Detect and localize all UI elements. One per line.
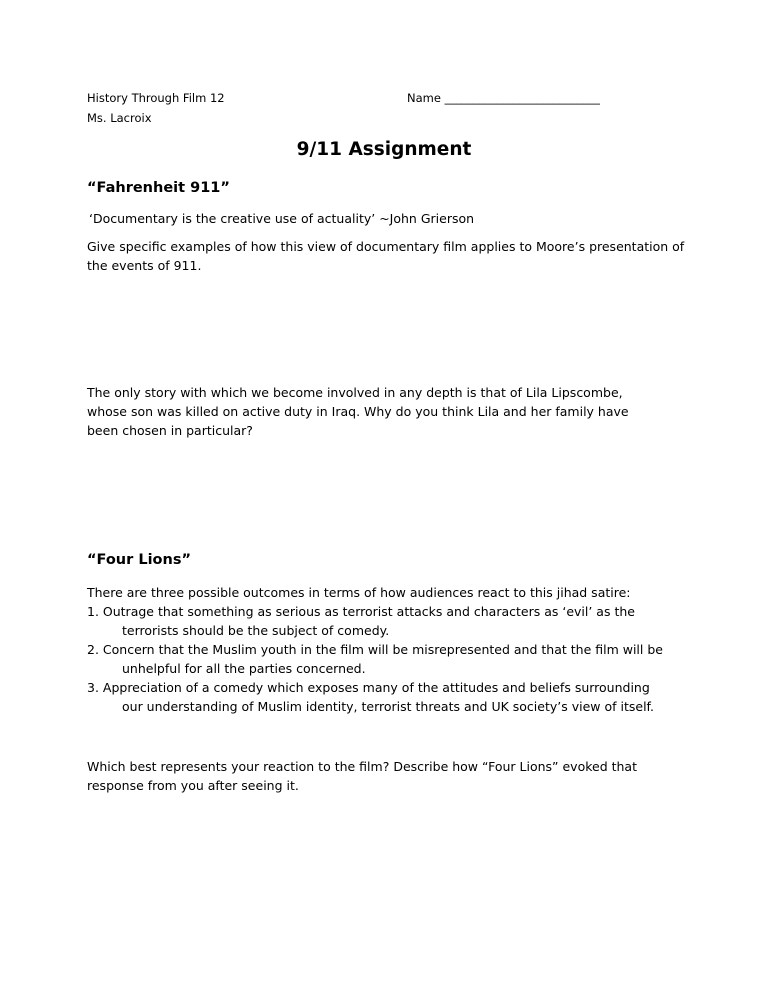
outcome-item — [87, 602, 687, 640]
question-1-line-1: Give specific examples of how this view of documentary film applies to Moore’s presentation of — [87, 239, 685, 254]
section-heading-fahrenheit: “Fahrenheit 911” — [87, 180, 230, 196]
outcomes-intro: There are three possible outcomes in terms of how audiences react to this jihad satire: — [87, 585, 631, 600]
question-3-line-1: Which best represents your reaction to the film? Describe how “Four Lions” evoked that — [87, 759, 637, 774]
outcome-line-2: terrorists should be the subject of comedy. — [122, 623, 390, 638]
outcomes-block — [87, 583, 687, 716]
outcomes-list — [87, 602, 687, 716]
outcome-line-1: 3. Appreciation of a comedy which exposes many of the attitudes and beliefs surrounding — [87, 680, 650, 695]
question-1-line-2: the events of 911. — [87, 258, 202, 273]
outcome-line-2: our understanding of Muslim identity, terrorist threats and UK society’s view of itself. — [122, 699, 655, 714]
outcome-item — [87, 678, 687, 716]
outcome-line-1: 2. Concern that the Muslim youth in the film will be misrepresented and that the film will be — [87, 642, 663, 657]
question-2-line-2: whose son was killed on active duty in Iraq. Why do you think Lila and her family have — [87, 404, 629, 419]
question-1 — [87, 237, 687, 275]
outcome-line-1: 1. Outrage that something as serious as terrorist attacks and characters as ‘evil’ as the — [87, 604, 635, 619]
outcome-item — [87, 640, 687, 678]
question-2-line-3: been chosen in particular? — [87, 423, 253, 438]
question-3 — [87, 757, 687, 795]
grierson-quote: ‘Documentary is the creative use of actuality’ ~John Grierson — [89, 211, 475, 226]
course-name: History Through Film 12 — [87, 91, 225, 105]
section-heading-four-lions: “Four Lions” — [87, 552, 191, 568]
page-title: 9/11 Assignment — [296, 139, 472, 160]
question-3-line-2: response from you after seeing it. — [87, 778, 299, 793]
question-2 — [87, 383, 687, 440]
outcome-line-2: unhelpful for all the parties concerned. — [122, 661, 366, 676]
student-name-field[interactable]: Name ___________________________ — [407, 91, 600, 105]
question-2-line-1: The only story with which we become involved in any depth is that of Lila Lipscombe, — [87, 385, 623, 400]
teacher-name: Ms. Lacroix — [87, 111, 152, 125]
